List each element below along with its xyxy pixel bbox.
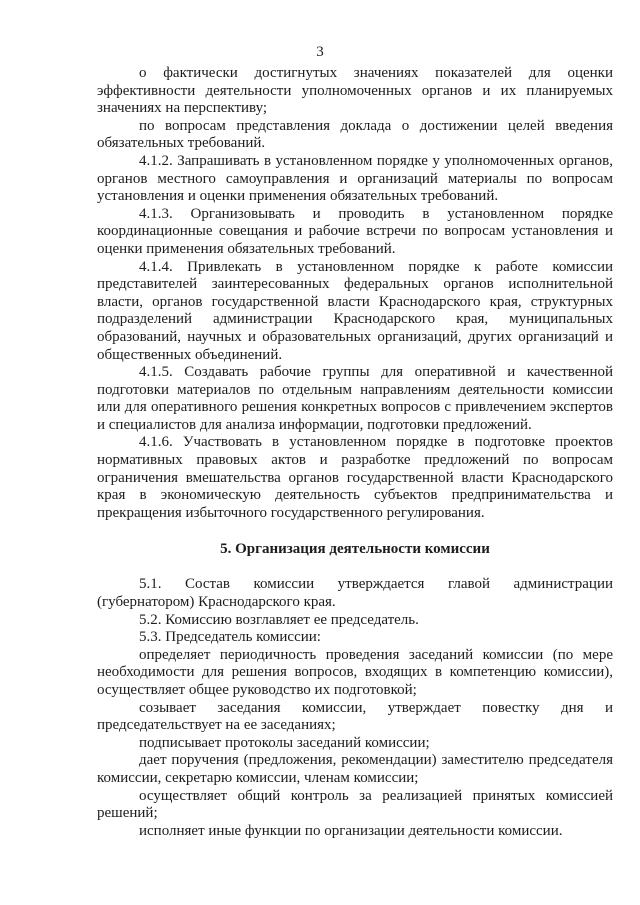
document-body bbox=[97, 65, 613, 840]
paragraph: осуществляет общий контроль за реализацией принятых комиссией решений; bbox=[97, 787, 613, 822]
spacer bbox=[97, 522, 613, 540]
paragraph: 4.1.2. Запрашивать в установленном порядке у уполномоченных органов, органов местного самоуправления и организаций материалы по вопросам установления и оценки применения обязательных требований. bbox=[97, 152, 613, 205]
spacer bbox=[97, 558, 613, 576]
paragraph: о фактически достигнутых значениях показателей для оценки эффективности деятельности уполномоченных органов и их планируемых значениях на перспективу; bbox=[97, 65, 613, 117]
paragraph: подписывает протоколы заседаний комиссии; bbox=[139, 734, 430, 751]
paragraph: 4.1.3. Организовывать и проводить в установленном порядке координационные совещания и рабочие встречи по вопросам установления и оценки применения обязательных требований. bbox=[97, 205, 613, 257]
paragraph: 5.3. Председатель комиссии: bbox=[139, 629, 321, 646]
paragraph: исполняет иные функции по организации деятельности комиссии. bbox=[139, 822, 563, 839]
paragraph: дает поручения (предложения, рекомендации) заместителю председателя комиссии, секретарю комиссии, членам комиссии; bbox=[97, 752, 613, 786]
paragraph: по вопросам представления доклада о достижении целей введения обязательных требований. bbox=[97, 117, 613, 152]
paragraph: 4.1.5. Создавать рабочие группы для оперативной и качественной подготовки материалов по отдельным направлениям деятельности комиссии или для оперативного решения конкретных вопросов с привлечением экспертов и специалистов для анализа информации, подготовки предложений. bbox=[97, 364, 613, 433]
section-heading: 5. Организация деятельности комиссии bbox=[220, 541, 490, 558]
paragraph: определяет периодичность проведения заседаний комиссии (по мере необходимости для решения вопросов, входящих в компетенцию комиссии), осуществляет общее руководство их подготовкой; bbox=[97, 646, 613, 698]
paragraph: 5.2. Комиссию возглавляет ее председатель. bbox=[139, 611, 419, 628]
page-number: 3 bbox=[316, 44, 324, 60]
section-4-continuation bbox=[97, 65, 613, 522]
paragraph: созывает заседания комиссии, утверждает повестку дня и председательствует на ее заседаниях; bbox=[97, 699, 613, 734]
section-5-body bbox=[97, 576, 613, 840]
paragraph: 4.1.4. Привлекать в установленном порядке к работе комиссии представителей заинтересованных федеральных органов исполнительной власти, органов государственной власти Краснодарского края, структурных подразделений администрации Краснодарского края, муниципальных образований, научных и образовательных организаций, других организаций и общественных объединений. bbox=[97, 258, 613, 363]
paragraph: 5.1. Состав комиссии утверждается главой администрации (губернатором) Краснодарского края. bbox=[97, 576, 613, 611]
paragraph: 4.1.6. Участвовать в установленном порядке в подготовке проектов нормативных правовых актов и разработке предложений по вопросам ограничения вмешательства органов государственной власти Краснодарского края в экономическую деятельность субъектов предпринимательства и прекращения избыточного государственного регулирования. bbox=[97, 434, 613, 521]
